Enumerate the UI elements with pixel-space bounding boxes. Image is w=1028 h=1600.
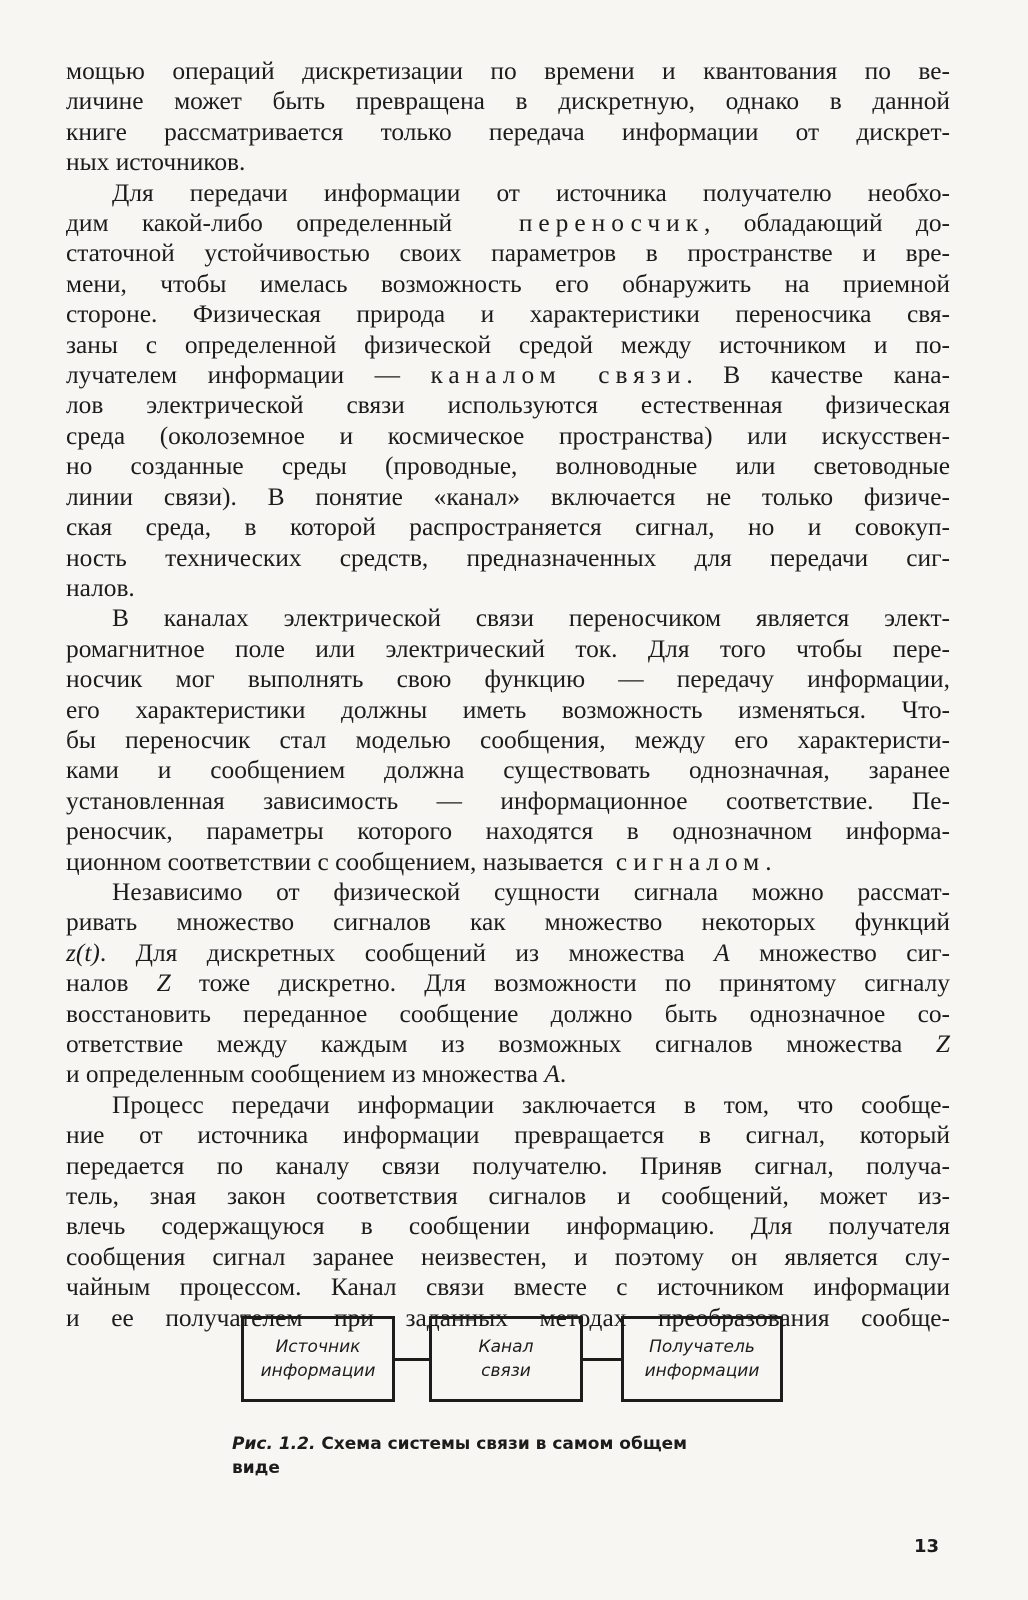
text-line: линии связи). В понятие «канал» включается не только физиче-	[66, 482, 950, 511]
paragraph-start: Для передачи информации от источника получателю необхо-	[112, 178, 950, 207]
figure-label: Рис. 1.2.	[232, 1434, 316, 1454]
text-line	[66, 1029, 950, 1059]
text-line: бы переносчик стал моделью сообщения, между его характеристи-	[66, 725, 950, 754]
text-line: стороне. Физическая природа и характеристики переносчика свя-	[66, 300, 950, 329]
math-set-z: Z	[935, 1030, 950, 1058]
text-line: ние от источника информации превращается в сигнал, который	[66, 1121, 950, 1150]
text-line: ность технических средств, предназначенных для передачи сиг-	[66, 543, 950, 572]
paragraph-start: В каналах электрической связи переносчиком является элект-	[112, 604, 950, 633]
text-line: восстановить переданное сообщение должно быть однозначное со-	[66, 999, 950, 1028]
term-signal: сигналом	[615, 847, 766, 876]
communication-system-diagram	[241, 1316, 783, 1402]
text-line	[66, 208, 950, 238]
box-label: Получатель	[649, 1337, 755, 1357]
text-line: его характеристики должны иметь возможность изменяться. Что-	[66, 695, 950, 724]
text-line: ривать множество сигналов как множество некоторых функций	[66, 908, 950, 937]
paragraph-start: Независимо от физической сущности сигнала можно рассмат-	[112, 877, 950, 906]
caption-text: Схема системы связи в самом общем	[321, 1434, 688, 1454]
text-line	[66, 360, 950, 390]
text-line: влечь содержащуюся в сообщении информацию. Для получателя	[66, 1212, 950, 1241]
connector-line	[395, 1358, 429, 1361]
connector-line	[583, 1358, 621, 1361]
text-line: книге рассматривается только передача информации от дискрет-	[66, 117, 950, 146]
term-carrier: переносчик	[518, 209, 705, 238]
text-line: лов электрической связи используются естественная физическая	[66, 391, 950, 420]
text-fragment: лучателем информации —	[66, 361, 401, 390]
text-fragment: .	[559, 1060, 567, 1089]
math-set-z: Z	[156, 969, 171, 998]
text-line: ных источников.	[66, 148, 246, 177]
box-label: информации	[260, 1361, 376, 1381]
text-line: личине может быть превращена в дискретную, однако в данной	[66, 87, 950, 116]
text-fragment: множество сиг-	[759, 938, 950, 967]
text-fragment: налов	[66, 969, 129, 998]
text-line: мощью операций дискретизации по времени и квантования по ве-	[66, 57, 950, 85]
term-channel: каналом связи	[430, 361, 687, 390]
text-line: носчик мог выполнять свою функцию — передачу информации,	[66, 665, 950, 694]
text-fragment: ответствие между каждым из возможных сигналов множества	[66, 1030, 903, 1058]
text-line: установленная зависимость — информационное соответствие. Пе-	[66, 786, 950, 815]
caption-text: виде	[232, 1458, 280, 1478]
text-line	[66, 1059, 950, 1089]
text-line: налов.	[66, 573, 135, 602]
receiver-box	[621, 1316, 783, 1402]
text-line: и ее получателем при заданных методах преобразования сообще-	[66, 1303, 950, 1332]
text-line: ромагнитное поле или электрический ток. Для того чтобы пере-	[66, 634, 950, 663]
text-fragment: ционном соответствии с сообщением, называется	[66, 847, 604, 876]
text-line: ками и сообщением должна существовать однозначная, заранее	[66, 756, 950, 785]
text-line: сообщения сигнал заранее неизвестен, и поэтому он является слу-	[66, 1242, 950, 1271]
text-fragment: .	[765, 847, 772, 876]
text-line	[66, 938, 950, 968]
text-line: статочной устойчивостью своих параметров в пространстве и вре-	[66, 239, 950, 268]
box-label: связи	[481, 1361, 531, 1381]
figure-caption	[232, 1432, 776, 1480]
text-line: мени, чтобы имелась возможность его обнаружить на приемной	[66, 269, 950, 298]
text-line: реносчик, параметры которого находятся в однозначном информа-	[66, 817, 950, 846]
paragraph-start: Процесс передачи информации заключается в том, что сообще-	[112, 1090, 950, 1119]
text-fragment: дим какой-либо определенный	[66, 209, 453, 238]
source-box	[241, 1316, 395, 1402]
text-line: но созданные среды (проводные, волноводные или световодные	[66, 452, 950, 481]
text-fragment: . В качестве кана-	[686, 361, 950, 390]
text-line	[66, 847, 950, 877]
math-z-of-t: z(t)	[66, 938, 100, 967]
text-line	[66, 968, 950, 998]
text-line: заны с определенной физической средой между источником и по-	[66, 330, 950, 359]
box-label: Канал	[478, 1337, 534, 1357]
box-label: информации	[644, 1361, 760, 1381]
math-set-a: A	[714, 938, 730, 967]
math-set-a: A	[544, 1060, 560, 1089]
text-line: среда (околоземное и космическое пространства) или искусствен-	[66, 421, 950, 450]
text-fragment: , обладающий до-	[704, 209, 951, 238]
box-label: Источник	[275, 1337, 361, 1357]
text-line: ская среда, в которой распространяется сигнал, но и совокуп-	[66, 513, 950, 542]
text-fragment: и определенным сообщением из множества	[66, 1060, 538, 1089]
body-text	[66, 56, 950, 1333]
text-line: тель, зная закон соответствия сигналов и сообщений, может из-	[66, 1182, 950, 1211]
text-fragment: тоже дискретно. Для возможности по принятому сигналу	[198, 969, 950, 998]
text-fragment: . Для дискретных сообщений из множества	[99, 938, 685, 967]
page-number: 13	[914, 1536, 940, 1557]
text-line: чайным процессом. Канал связи вместе с источником информации	[66, 1273, 950, 1302]
channel-box	[429, 1316, 583, 1402]
text-line: передается по каналу связи получателю. Приняв сигнал, получа-	[66, 1151, 950, 1180]
